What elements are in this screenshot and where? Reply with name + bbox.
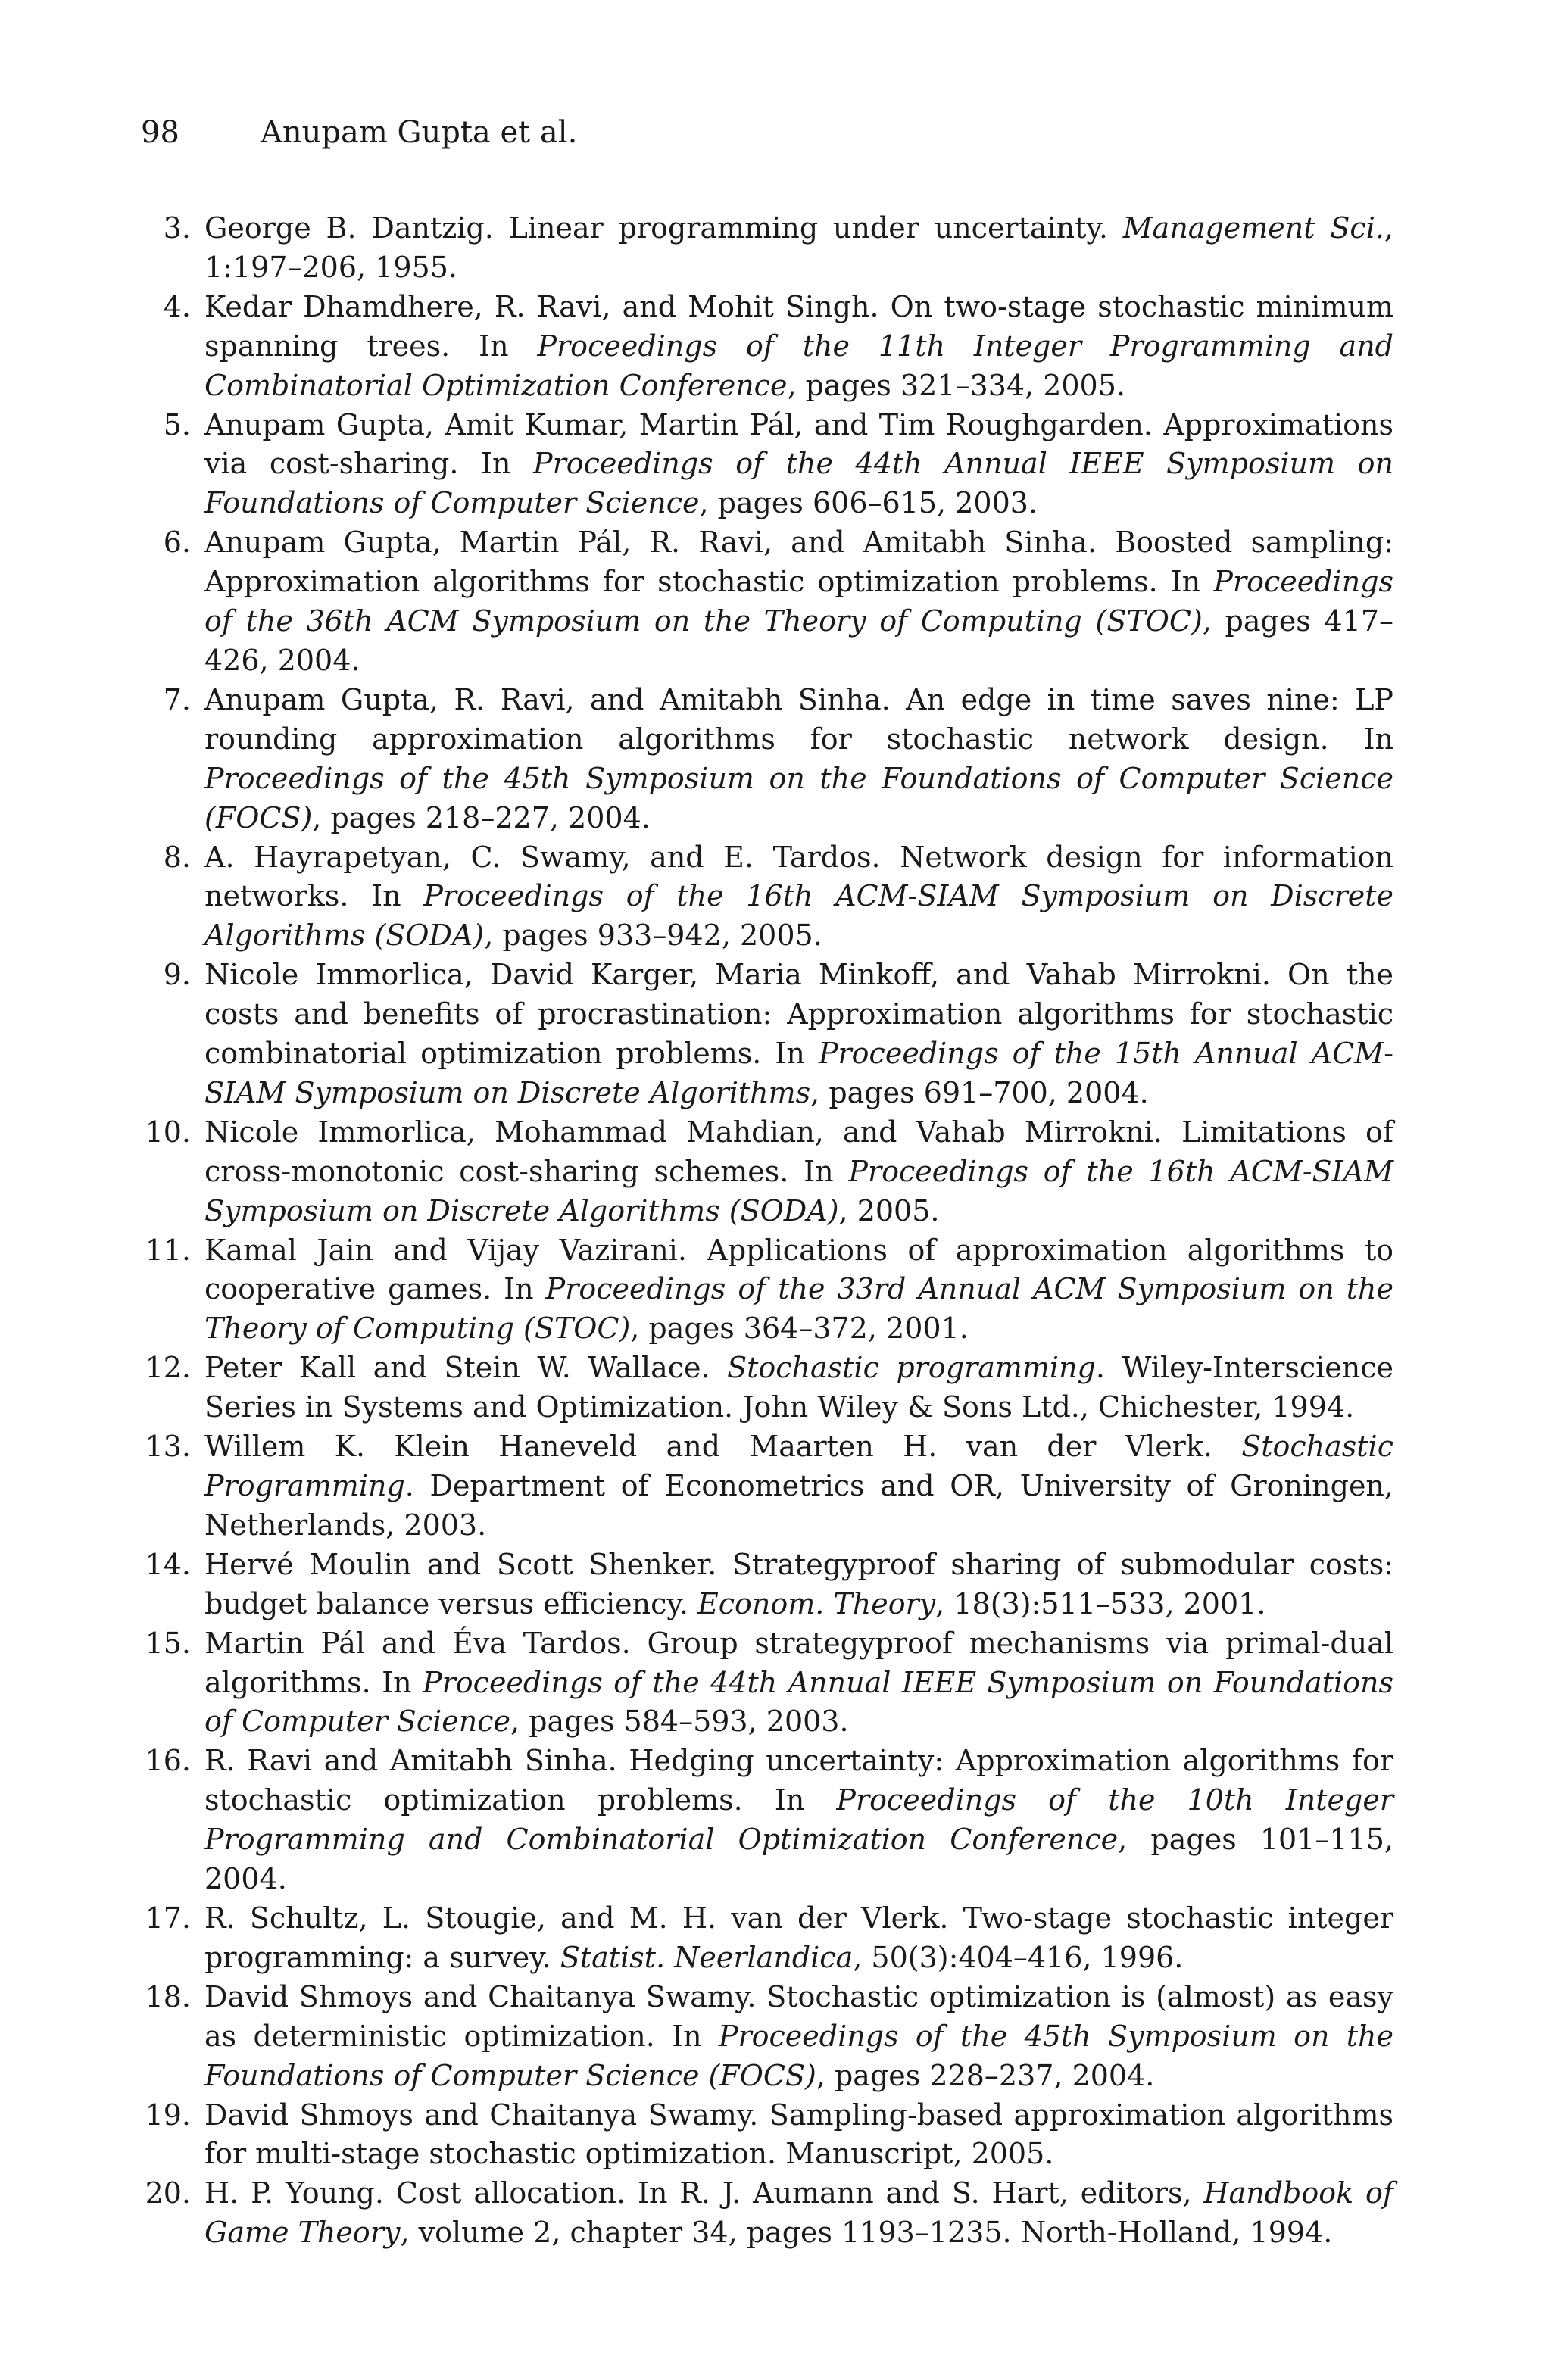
reference-venue-italic: Proceedings of the 33rd Annual ACM Symposium on the Theory of Computing (STOC) [204, 1272, 1393, 1346]
reference-text: Anupam Gupta, Martin Pál, R. Ravi, and Amitabh Sinha. Boosted sampling: Approximation algorithms for stochastic optimization problems. In [204, 526, 1393, 599]
reference-venue-italic: Proceedings of the 45th Symposium on the Foundations of Computer Science (FOCS) [204, 761, 1393, 834]
reference-text: R. Ravi and Amitabh Sinha. Hedging uncertainty: Approximation algorithms for stochastic optimization problems. In [204, 1744, 1393, 1817]
reference-text: , 50(3):404–416, 1996. [853, 1940, 1184, 1974]
reference-venue-italic: Proceedings of the 44th Annual IEEE Symposium on Foundations of Computer Science [204, 447, 1393, 520]
reference-text: A. Hayrapetyan, C. Swamy, and E. Tardos. Network design for information networks. In [204, 840, 1393, 913]
reference-item [141, 1978, 1393, 2096]
reference-text: David Shmoys and Chaitanya Swamy. Sampling-based approximation algorithms for multi-stage stochastic optimization. Manuscript, 2005. [204, 2098, 1393, 2171]
reference-item [141, 1899, 1393, 1978]
page-number: 98 [141, 115, 179, 150]
reference-item [141, 523, 1393, 681]
reference-number: 8. [163, 840, 191, 874]
reference-item [141, 1113, 1393, 1231]
reference-item [141, 1624, 1393, 1742]
running-header [141, 114, 577, 151]
reference-item [141, 956, 1393, 1113]
reference-venue-italic: Proceedings of the 16th ACM-SIAM Symposium on Discrete Algorithms (SODA) [204, 879, 1393, 953]
reference-item [141, 1349, 1393, 1427]
reference-venue-italic: Statist. Neerlandica [560, 1940, 854, 1974]
reference-number: 11. [145, 1233, 191, 1267]
reference-item [141, 209, 1393, 288]
reference-item [141, 406, 1393, 524]
reference-venue-italic: Proceedings of the 44th Annual IEEE Symposium on Foundations of Computer Science [204, 1665, 1393, 1739]
reference-venue-italic: Proceedings of the 10th Integer Programming and Combinatorial Optimization Conference [204, 1783, 1393, 1857]
reference-venue-italic: Econom. Theory [697, 1586, 936, 1620]
reference-item [141, 1231, 1393, 1349]
reference-item [141, 1427, 1393, 1546]
reference-number: 6. [163, 526, 191, 560]
reference-venue-italic: Management Sci. [1122, 211, 1384, 245]
reference-text: Nicole Immorlica, David Karger, Maria Minkoff, and Vahab Mirrokni. On the costs and benefits of procrastination: Approximation algorithms for stochastic combinatorial optimization problems. In [204, 958, 1393, 1071]
running-title: Anupam Gupta et al. [261, 115, 578, 150]
reference-item [141, 1742, 1393, 1899]
reference-text: Martin Pál and Éva Tardos. Group strategyproof mechanisms via primal-dual algorithms. In [204, 1626, 1393, 1699]
reference-text: George B. Dantzig. Linear programming under uncertainty. [204, 211, 1123, 245]
reference-number: 4. [163, 289, 191, 323]
reference-number: 18. [145, 1979, 191, 2013]
reference-text: Nicole Immorlica, Mohammad Mahdian, and Vahab Mirrokni. Limitations of cross-monotonic cost-sharing schemes. In [204, 1115, 1393, 1188]
reference-list [141, 209, 1393, 2253]
reference-text: , pages 218–227, 2004. [312, 800, 651, 834]
reference-venue-italic: Proceedings of the 15th Annual ACM-SIAM Symposium on Discrete Algorithms [204, 1037, 1393, 1109]
reference-item [141, 838, 1393, 956]
reference-text: Kamal Jain and Vijay Vazirani. Applications of approximation algorithms to cooperative games. In [204, 1233, 1393, 1306]
reference-number: 19. [145, 2098, 191, 2132]
reference-text: Anupam Gupta, R. Ravi, and Amitabh Sinha. An edge in time saves nine: LP rounding approximation algorithms for stochastic network design. In [204, 682, 1393, 756]
reference-number: 14. [145, 1547, 191, 1581]
reference-number: 15. [145, 1626, 191, 1660]
reference-text: . Department of Econometrics and OR, University of Groningen, Netherlands, 2003. [204, 1469, 1393, 1542]
reference-number: 20. [145, 2176, 191, 2210]
reference-number: 10. [145, 1115, 191, 1149]
reference-number: 3. [163, 211, 191, 245]
reference-venue-italic: Proceedings of the 36th ACM Symposium on the Theory of Computing (STOC) [204, 565, 1393, 638]
reference-text: , pages 691–700, 2004. [810, 1075, 1149, 1109]
reference-text: Peter Kall and Stein W. Wallace. [204, 1351, 728, 1385]
reference-text: , pages 606–615, 2003. [699, 486, 1038, 520]
reference-text: , 2005. [838, 1193, 940, 1227]
reference-text: , pages 364–372, 2001. [630, 1312, 969, 1346]
reference-number: 9. [163, 958, 191, 992]
reference-item [141, 288, 1393, 406]
reference-text: Hervé Moulin and Scott Shenker. Strategyproof sharing of submodular costs: budget balance versus efficiency. [204, 1547, 1393, 1620]
reference-number: 16. [145, 1744, 191, 1778]
reference-text: , volume 2, chapter 34, pages 1193–1235. North-Holland, 1994. [400, 2216, 1333, 2250]
reference-text: Anupam Gupta, Amit Kumar, Martin Pál, and Tim Roughgarden. Approximations via cost-sharing. In [204, 407, 1393, 481]
reference-text: . Wiley-Interscience Series in Systems and Optimization. John Wiley & Sons Ltd., Chichester, 1994. [204, 1351, 1393, 1424]
reference-venue-italic: Proceedings of the 45th Symposium on the Foundations of Computer Science (FOCS) [204, 2019, 1393, 2092]
reference-text: , pages 584–593, 2003. [510, 1705, 849, 1739]
reference-text: , pages 101–115, 2004. [204, 1823, 1393, 1896]
reference-text: David Shmoys and Chaitanya Swamy. Stochastic optimization is (almost) as easy as deterministic optimization. In [204, 1979, 1393, 2053]
reference-text: H. P. Young. Cost allocation. In R. J. Aumann and S. Hart, editors, [204, 2176, 1204, 2210]
reference-venue-italic: Stochastic Programming [204, 1430, 1393, 1502]
reference-text: Kedar Dhamdhere, R. Ravi, and Mohit Singh. On two-stage stochastic minimum spanning trees. In [204, 289, 1393, 363]
reference-number: 12. [145, 1351, 191, 1385]
reference-venue-italic: Proceedings of the 16th ACM-SIAM Symposium on Discrete Algorithms (SODA) [204, 1154, 1393, 1227]
reference-number: 13. [145, 1430, 191, 1464]
reference-text: , 18(3):511–533, 2001. [935, 1586, 1266, 1620]
reference-venue-italic: Proceedings of the 11th Integer Programming and Combinatorial Optimization Conference [204, 329, 1393, 402]
reference-text: R. Schultz, L. Stougie, and M. H. van der Vlerk. Two-stage stochastic integer programming: a survey. [204, 1901, 1393, 1974]
reference-venue-italic: Stochastic programming [727, 1351, 1096, 1385]
reference-item [141, 681, 1393, 838]
reference-text: , pages 417–426, 2004. [204, 604, 1393, 677]
reference-text: , pages 321–334, 2005. [787, 368, 1125, 402]
reference-item [141, 2096, 1393, 2175]
reference-text: , pages 228–237, 2004. [816, 2058, 1155, 2092]
reference-item [141, 2174, 1393, 2253]
reference-text: , 1:197–206, 1955. [204, 211, 1393, 284]
reference-text: , pages 933–942, 2005. [484, 919, 822, 953]
reference-number: 7. [163, 682, 191, 716]
reference-text: Willem K. Klein Haneveld and Maarten H. van der Vlerk. [204, 1430, 1242, 1464]
reference-item [141, 1546, 1393, 1624]
reference-number: 17. [145, 1901, 191, 1935]
reference-number: 5. [163, 407, 191, 441]
reference-venue-italic: Handbook of Game Theory [204, 2176, 1393, 2250]
